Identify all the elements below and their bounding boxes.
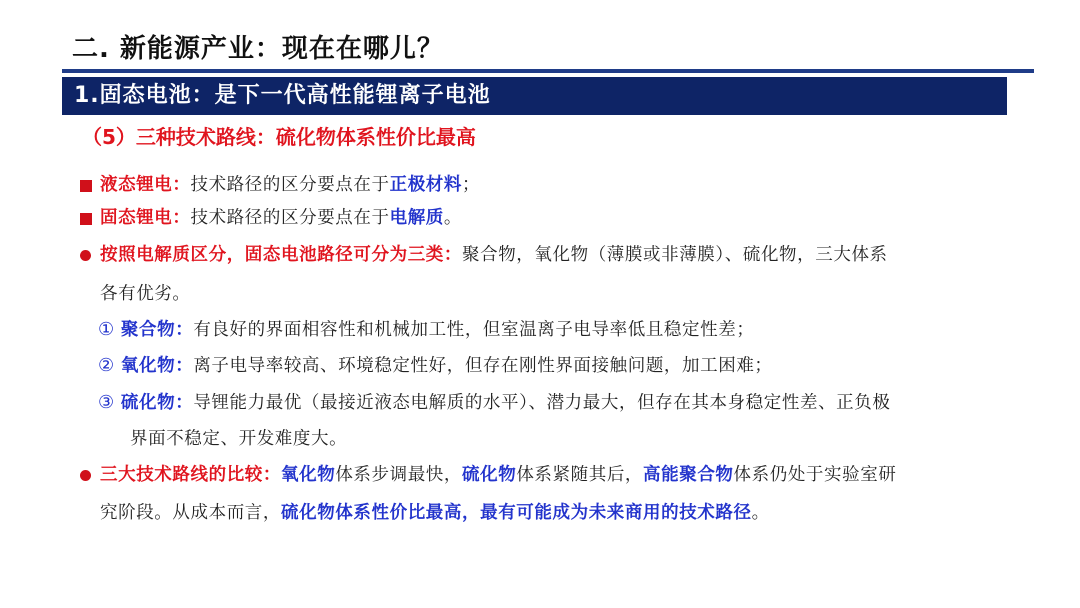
bullet-label: 三大技术路线的比较： [100,465,281,485]
sub-item-oxide [98,353,773,379]
bullet-text: 体系仍处于实验室研 [733,465,897,485]
bullet-emphasis: 电解质 [389,208,444,228]
sub-item-text: 有良好的界面相容性和机械加工性，但室温离子电导率低且稳定性差； [193,320,755,340]
topic-banner: 1.固态电池：是下一代高性能锂离子电池 [62,77,1007,115]
bullet-liquid-lithium [100,172,480,198]
emphasis-oxide: 氧化物 [281,465,336,485]
bullet-label: 液态锂电： [100,175,191,195]
sub-item-polymer [98,317,754,343]
bullet-tail: ； [462,175,481,195]
bullet-label: 固态锂电： [100,208,191,228]
bullet-continuation [100,500,770,526]
bullet-electrolyte-classes [100,242,888,268]
sub-item-label: 硫化物： [120,393,194,413]
bullet-tail: 。 [443,208,463,228]
section-title: 二. 新能源产业：现在在哪儿？ [72,34,444,64]
red-dot-icon [80,470,91,481]
bullet-text: 聚合物，氧化物（薄膜或非薄膜）、硫化物，三大体系 [462,245,888,265]
sub-item-label: 氧化物： [120,356,194,376]
bullet-route-comparison [100,462,896,488]
red-square-icon [80,180,92,192]
bullet-continuation: 各有优劣。 [100,284,191,304]
circled-number-3: ③ [98,392,115,413]
sub-item-continuation: 界面不稳定、开发难度大。 [130,429,348,449]
bullet-text: 体系紧随其后， [516,465,644,485]
bullet-emphasis: 正极材料 [389,175,463,195]
sub-item-text: 导锂能力最优（最接近液态电解质的水平）、潜力最大，但存在其本身稳定性差、正负极 [193,393,891,413]
circled-number-1: ① [98,319,115,340]
bullet-text: 技术路径的区分要点在于 [190,208,390,228]
bullet-solid-lithium [100,205,462,231]
sub-item-label: 聚合物： [120,320,194,340]
emphasis-conclusion: 硫化物体系性价比最高，最有可能成为未来商用的技术路径 [281,503,752,523]
bullet-text: 体系步调最快， [335,465,463,485]
bullet-tail: 。 [751,503,770,523]
emphasis-sulfide: 硫化物 [462,465,517,485]
title-underline [62,69,1034,73]
emphasis-polymer: 高能聚合物 [643,465,734,485]
bullet-text: 技术路径的区分要点在于 [190,175,390,195]
circled-number-2: ② [98,355,115,376]
red-square-icon [80,213,92,225]
red-dot-icon [80,250,91,261]
sub-item-sulfide [98,390,890,416]
subsection-title: （5）三种技术路线：硫化物体系性价比最高 [82,125,476,149]
sub-item-text: 离子电导率较高、环境稳定性好，但存在刚性界面接触问题，加工困难； [193,356,773,376]
bullet-label: 按照电解质区分，固态电池路径可分为三类： [100,245,462,265]
bullet-text: 究阶段。从成本而言， [100,503,281,523]
